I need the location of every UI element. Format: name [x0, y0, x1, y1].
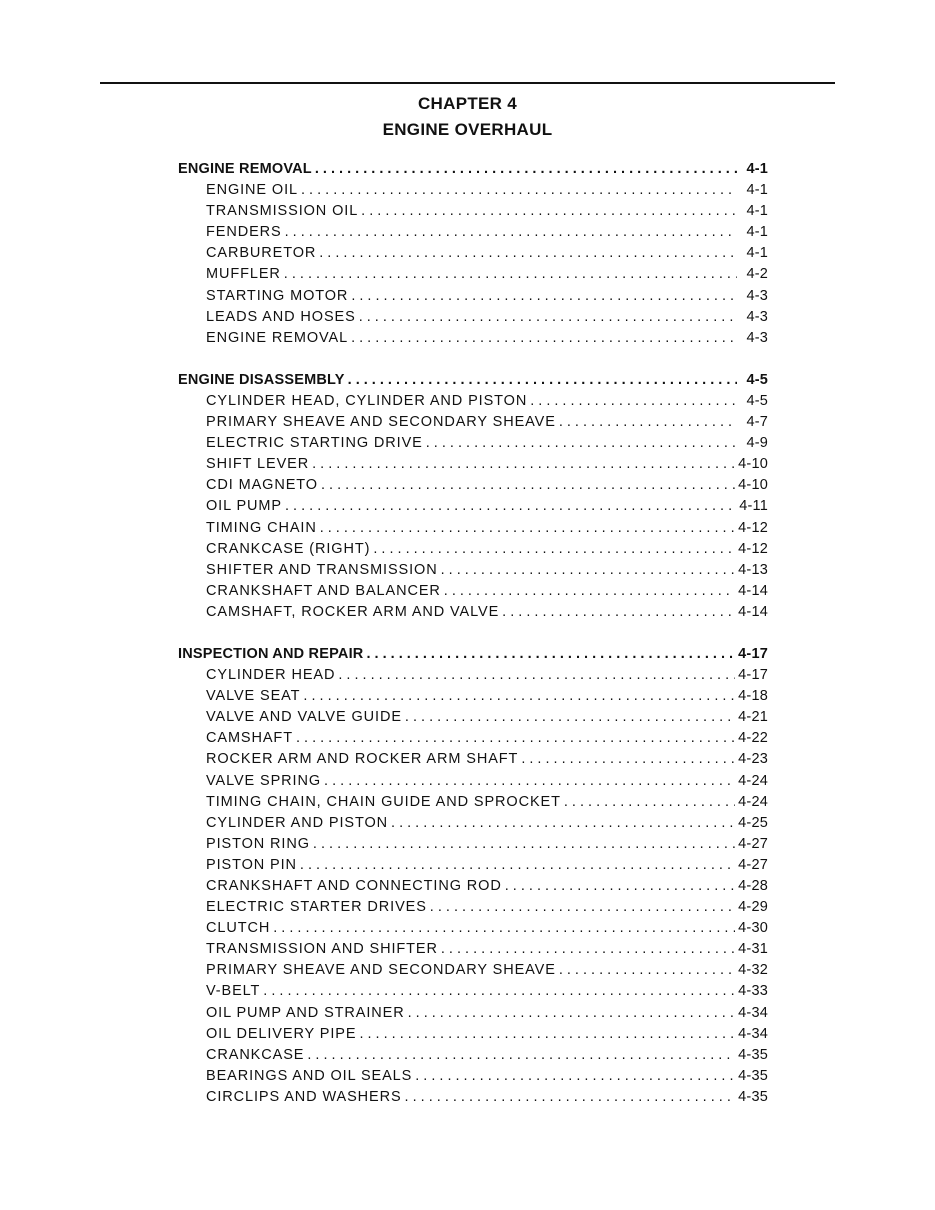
- toc-entry-label: PISTON RING: [206, 835, 310, 852]
- dot-leader: [312, 454, 735, 475]
- toc-entry-label: CARBURETOR: [206, 245, 317, 262]
- toc-entry: [178, 855, 768, 876]
- toc-entry-page-number: 4-29: [738, 899, 768, 916]
- toc-entry: [178, 1024, 768, 1045]
- toc-entry: [178, 560, 768, 581]
- toc-entry: [178, 475, 768, 496]
- toc-entry-page-number: 4-35: [738, 1046, 768, 1063]
- dot-leader: [441, 939, 735, 960]
- toc-entry-page-number: 4-32: [738, 962, 768, 979]
- toc-entry-page-number: 4-7: [746, 414, 768, 431]
- toc-entry: [178, 686, 768, 707]
- toc-entry-page-number: 4-12: [738, 519, 768, 536]
- toc-entry: [178, 581, 768, 602]
- toc-entry: [178, 728, 768, 749]
- toc-entry-label: OIL PUMP AND STRAINER: [206, 1004, 405, 1021]
- dot-leader: [391, 813, 735, 834]
- toc-section-heading: [178, 159, 768, 180]
- toc-entry-page-number: 4-33: [738, 983, 768, 1000]
- toc-entry-page-number: 4-3: [746, 287, 768, 304]
- dot-leader: [521, 749, 735, 770]
- toc-entry-page-number: 4-23: [738, 751, 768, 768]
- toc-entry: [178, 201, 768, 222]
- dot-leader: [321, 475, 735, 496]
- toc-entry-page-number: 4-18: [738, 688, 768, 705]
- toc-entry-label: OIL DELIVERY PIPE: [206, 1025, 357, 1042]
- toc-entry: [178, 264, 768, 285]
- toc-entry: [178, 813, 768, 834]
- dot-leader: [273, 918, 735, 939]
- toc-entry: [178, 222, 768, 243]
- toc-entry-page-number: 4-28: [738, 878, 768, 894]
- chapter-number: CHAPTER 4: [417, 94, 518, 113]
- toc-entry-label: TIMING CHAIN: [206, 519, 317, 536]
- toc-entry-label: TRANSMISSION OIL: [206, 203, 359, 220]
- toc-entry: [178, 391, 768, 412]
- toc-entry: [178, 834, 768, 855]
- dot-leader: [415, 1066, 735, 1087]
- toc-entry-label: CRANKCASE: [206, 1046, 305, 1063]
- dot-leader: [361, 201, 737, 222]
- toc-section-heading-label: INSPECTION AND REPAIR: [178, 645, 364, 662]
- toc-entry: [178, 496, 768, 517]
- top-rule: [100, 82, 835, 84]
- toc-entry-label: LEADS AND HOSES: [206, 308, 356, 325]
- toc-entry: [178, 243, 768, 264]
- toc-entry-label: TRANSMISSION AND SHIFTER: [206, 941, 438, 958]
- toc-entry: [178, 897, 768, 918]
- toc-entry: [178, 981, 768, 1002]
- toc-section-heading-page-number: 4-17: [738, 645, 768, 662]
- toc-entry: [178, 876, 768, 897]
- toc-entry: [178, 960, 768, 981]
- toc-entry: [178, 307, 768, 328]
- toc-entry-label: CYLINDER HEAD: [206, 667, 336, 684]
- toc-entry: [178, 749, 768, 770]
- toc-section-heading-label: ENGINE REMOVAL: [178, 161, 312, 177]
- toc-entry-label: OIL PUMP: [206, 498, 282, 515]
- dot-leader: [300, 855, 735, 876]
- toc-entry: [178, 412, 768, 433]
- chapter-title: ENGINE OVERHAUL: [382, 120, 553, 139]
- dot-leader: [408, 1003, 736, 1024]
- toc-entry-page-number: 4-35: [738, 1088, 768, 1105]
- toc-entry: [178, 180, 768, 201]
- dot-leader: [285, 222, 737, 243]
- toc-entry-page-number: 4-10: [738, 456, 768, 473]
- toc-entry: [178, 1003, 768, 1024]
- toc-entry-page-number: 4-24: [738, 793, 768, 810]
- dot-leader: [348, 370, 737, 391]
- toc-section-heading-label: ENGINE DISASSEMBLY: [178, 371, 345, 388]
- toc-entry: [178, 707, 768, 728]
- dot-leader: [530, 391, 737, 412]
- dot-leader: [303, 686, 735, 707]
- toc-entry-label: SHIFTER AND TRANSMISSION: [206, 561, 438, 578]
- toc-entry-label: ENGINE REMOVAL: [206, 329, 349, 346]
- toc-entry: [178, 518, 768, 539]
- toc-entry-page-number: 4-27: [738, 856, 768, 873]
- toc-entry: [178, 1045, 768, 1066]
- toc-entry-page-number: 4-5: [746, 392, 768, 409]
- toc-section-heading-page-number: 4-5: [746, 371, 768, 388]
- dot-leader: [505, 876, 735, 897]
- toc-entry-page-number: 4-34: [738, 1025, 768, 1042]
- toc-entry-label: V-BELT: [206, 983, 261, 1000]
- toc-entry-page-number: 4-25: [738, 814, 768, 831]
- dot-leader: [430, 897, 735, 918]
- dot-leader: [359, 307, 737, 328]
- toc-entry-label: CRANKCASE (RIGHT): [206, 540, 371, 557]
- toc-entry-page-number: 4-1: [746, 224, 768, 241]
- toc-entry-page-number: 4-1: [746, 245, 768, 262]
- dot-leader: [559, 960, 735, 981]
- toc-entry: [178, 792, 768, 813]
- toc-entry-label: SHIFT LEVER: [206, 456, 310, 473]
- toc-section-heading: [178, 644, 768, 665]
- toc-entry: [178, 454, 768, 475]
- dot-leader: [307, 1045, 735, 1066]
- dot-leader: [319, 243, 737, 264]
- dot-leader: [441, 560, 736, 581]
- toc-entry-page-number: 4-14: [738, 603, 768, 620]
- toc-entry-page-number: 4-3: [746, 308, 768, 325]
- dot-leader: [359, 1024, 735, 1045]
- toc-section-heading: [178, 370, 768, 391]
- toc-entry-page-number: 4-11: [739, 498, 768, 515]
- dot-leader: [405, 707, 735, 728]
- toc-section: [178, 644, 768, 1108]
- toc-entry-page-number: 4-13: [738, 561, 768, 578]
- dot-leader: [373, 539, 735, 560]
- toc-entry-label: CYLINDER HEAD, CYLINDER AND PISTON: [206, 392, 528, 409]
- toc-section: [178, 370, 768, 623]
- toc-entry: [178, 433, 768, 454]
- dot-leader: [301, 180, 737, 201]
- toc-entry-label: BEARINGS AND OIL SEALS: [206, 1067, 413, 1084]
- toc-entry-label: ELECTRIC STARTER DRIVES: [206, 899, 427, 916]
- toc-entry-label: MUFFLER: [206, 266, 281, 283]
- dot-leader: [313, 834, 735, 855]
- dot-leader: [444, 581, 735, 602]
- toc-entry-page-number: 4-21: [738, 709, 768, 726]
- toc-entry-page-number: 4-2: [746, 266, 768, 283]
- toc-entry-label: CRANKSHAFT AND CONNECTING ROD: [206, 878, 502, 894]
- toc-entry: [178, 665, 768, 686]
- toc-entry: [178, 286, 768, 307]
- toc-entry-page-number: 4-27: [738, 835, 768, 852]
- toc-entry: [178, 939, 768, 960]
- toc-entry-label: PRIMARY SHEAVE AND SECONDARY SHEAVE: [206, 414, 556, 431]
- toc-entry-label: TIMING CHAIN, CHAIN GUIDE AND SPROCKET: [206, 793, 561, 810]
- toc-entry: [178, 1087, 768, 1108]
- dot-leader: [502, 602, 735, 623]
- toc-entry-page-number: 4-22: [738, 730, 768, 747]
- toc-entry-page-number: 4-12: [738, 540, 768, 557]
- toc-entry-page-number: 4-9: [746, 435, 768, 452]
- toc-entry-page-number: 4-30: [738, 920, 768, 937]
- toc-entry-label: CAMSHAFT, ROCKER ARM AND VALVE: [206, 603, 500, 620]
- toc-entry-label: PRIMARY SHEAVE AND SECONDARY SHEAVE: [206, 962, 556, 979]
- dot-leader: [405, 1087, 736, 1108]
- dot-leader: [351, 286, 737, 307]
- toc-entry-label: CYLINDER AND PISTON: [206, 814, 389, 831]
- toc-entry-label: ROCKER ARM AND ROCKER ARM SHAFT: [206, 751, 519, 768]
- toc-entry-page-number: 4-3: [746, 329, 768, 346]
- toc-entry-label: CDI MAGNETO: [206, 477, 318, 494]
- dot-leader: [324, 771, 735, 792]
- dot-leader: [366, 644, 735, 665]
- toc-entry: [178, 1066, 768, 1087]
- toc-entry: [178, 602, 768, 623]
- table-of-contents: [178, 159, 768, 1129]
- toc-entry-label: VALVE SEAT: [206, 688, 301, 705]
- toc-entry-page-number: 4-1: [746, 203, 768, 220]
- dot-leader: [351, 328, 737, 349]
- toc-entry: [178, 918, 768, 939]
- toc-section-heading-page-number: 4-1: [746, 161, 768, 177]
- dot-leader: [320, 518, 735, 539]
- toc-entry: [178, 771, 768, 792]
- toc-entry-label: PISTON PIN: [206, 856, 297, 873]
- dot-leader: [285, 496, 736, 517]
- toc-entry-page-number: 4-35: [738, 1067, 768, 1084]
- toc-entry-page-number: 4-34: [738, 1004, 768, 1021]
- dot-leader: [559, 412, 737, 433]
- dot-leader: [263, 981, 735, 1002]
- toc-entry-page-number: 4-31: [738, 941, 768, 958]
- toc-entry: [178, 328, 768, 349]
- toc-entry-page-number: 4-1: [746, 182, 768, 199]
- dot-leader: [296, 728, 735, 749]
- dot-leader: [315, 159, 737, 180]
- toc-entry-label: CAMSHAFT: [206, 730, 293, 747]
- toc-entry: [178, 539, 768, 560]
- toc-entry-page-number: 4-14: [738, 582, 768, 599]
- toc-entry-page-number: 4-24: [738, 772, 768, 789]
- dot-leader: [284, 264, 737, 285]
- toc-entry-label: STARTING MOTOR: [206, 287, 349, 304]
- toc-entry-page-number: 4-10: [738, 477, 768, 494]
- dot-leader: [338, 665, 735, 686]
- toc-entry-label: VALVE AND VALVE GUIDE: [206, 709, 402, 726]
- toc-entry-label: ENGINE OIL: [206, 182, 298, 199]
- toc-entry-label: CRANKSHAFT AND BALANCER: [206, 582, 441, 599]
- toc-entry-label: CIRCLIPS AND WASHERS: [206, 1088, 402, 1105]
- toc-section: [178, 159, 768, 349]
- dot-leader: [426, 433, 737, 454]
- toc-entry-page-number: 4-17: [738, 667, 768, 684]
- toc-entry-label: CLUTCH: [206, 920, 271, 937]
- toc-entry-label: ELECTRIC STARTING DRIVE: [206, 435, 423, 452]
- toc-entry-label: VALVE SPRING: [206, 772, 322, 789]
- toc-entry-label: FENDERS: [206, 224, 282, 241]
- dot-leader: [564, 792, 735, 813]
